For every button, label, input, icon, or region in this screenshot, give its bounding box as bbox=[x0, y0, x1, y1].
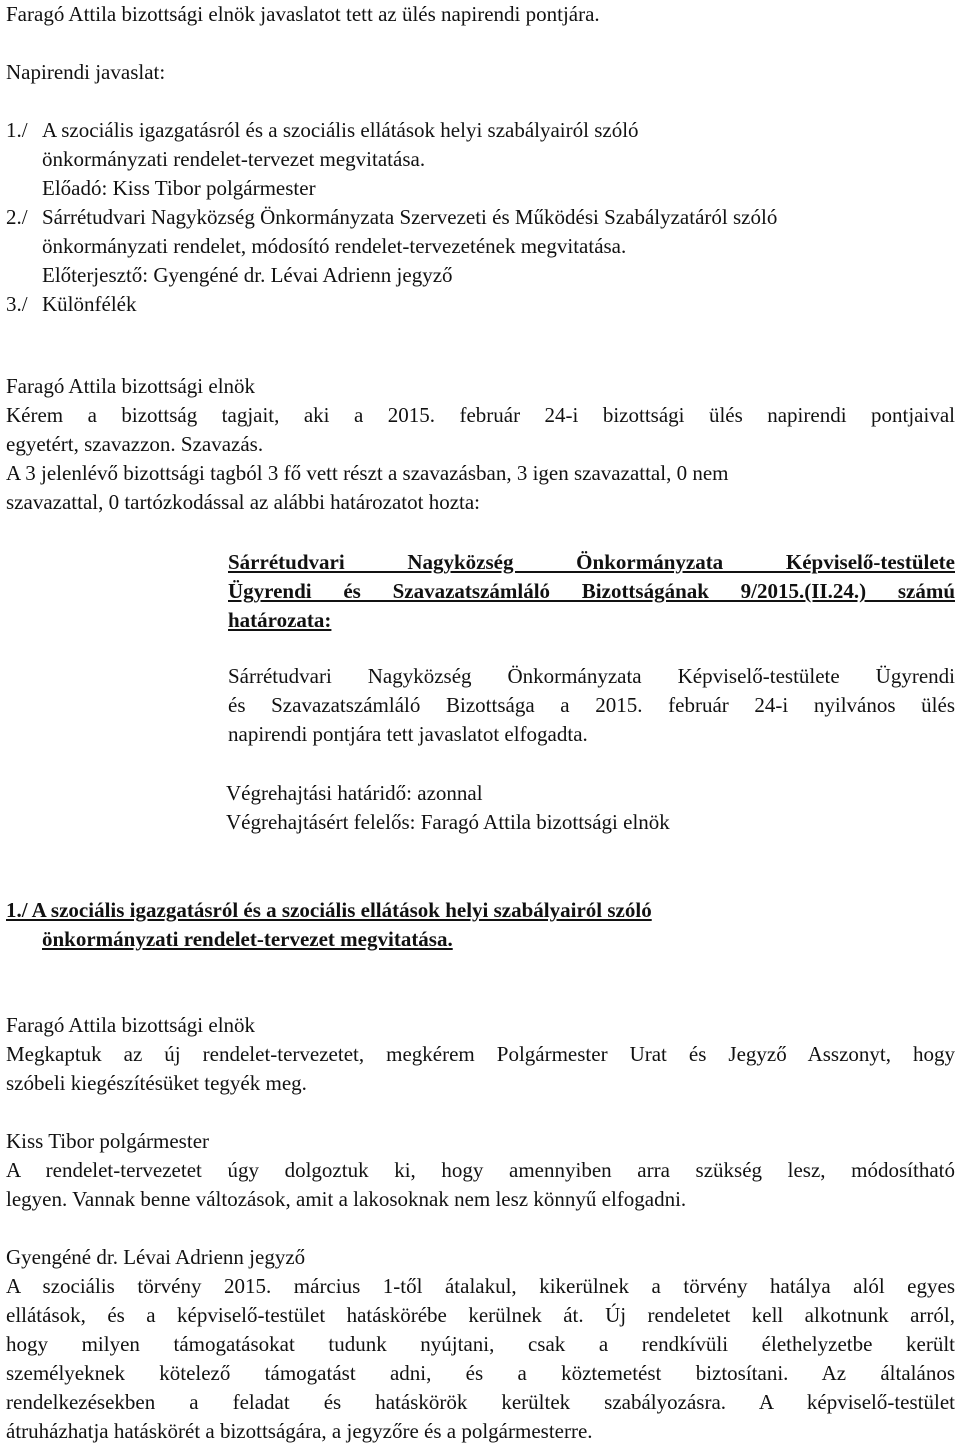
chair-text-line-1: Kérem a bizottság tagjait, aki a 2015. február 24-i bizottsági ülés napirendi pontjaival bbox=[6, 403, 955, 427]
section1-title-line-1: 1./ A szociális igazgatásról és a szociális ellátások helyi szabályairól szóló bbox=[6, 898, 652, 922]
agenda-item-2-number: 2./ bbox=[6, 205, 28, 229]
agenda-heading: Napirendi javaslat: bbox=[6, 60, 166, 84]
agenda-item-1-presenter: Előadó: Kiss Tibor polgármester bbox=[42, 176, 316, 200]
agenda-item-2-line-2: önkormányzati rendelet, módosító rendelet-tervezetének megvitatása. bbox=[42, 234, 627, 258]
discussion-3-speaker: Gyengéné dr. Lévai Adrienn jegyző bbox=[6, 1245, 306, 1269]
resolution-title-line-1: Sárrétudvari Nagyközség Önkormányzata Képviselő-testülete bbox=[228, 550, 955, 574]
discussion-2-line-1: A rendelet-tervezetet úgy dolgoztuk ki, hogy amennyiben arra szükség lesz, módosítható bbox=[6, 1158, 955, 1182]
discussion-1-line-2: szóbeli kiegészítésüket tegyék meg. bbox=[6, 1071, 307, 1095]
discussion-3-line-4: személyeknek kötelező támogatást adni, és a köztemetést biztosítani. Az általános bbox=[6, 1361, 955, 1385]
resolution-deadline: Végrehajtási határidő: azonnal bbox=[226, 781, 483, 805]
chair-speaker: Faragó Attila bizottsági elnök bbox=[6, 374, 256, 398]
chair-text-line-2: egyetért, szavazzon. Szavazás. bbox=[6, 432, 264, 456]
agenda-item-1-line-2: önkormányzati rendelet-tervezet megvitatása. bbox=[42, 147, 426, 171]
resolution-title-line-3: határozata: bbox=[228, 608, 332, 632]
agenda-item-3-line-1: Különfélék bbox=[42, 292, 137, 316]
resolution-body-line-1: Sárrétudvari Nagyközség Önkormányzata Képviselő-testülete Ügyrendi bbox=[228, 664, 955, 688]
agenda-item-2-presenter: Előterjesztő: Gyengéné dr. Lévai Adrienn jegyző bbox=[42, 263, 453, 287]
discussion-1-line-1: Megkaptuk az új rendelet-tervezetet, megkérem Polgármester Urat és Jegyző Asszonyt, hogy bbox=[6, 1042, 955, 1066]
resolution-responsible: Végrehajtásért felelős: Faragó Attila bizottsági elnök bbox=[226, 810, 670, 834]
discussion-3-line-3: hogy milyen támogatásokat tudunk nyújtani, csak a rendkívüli élethelyzetbe került bbox=[6, 1332, 955, 1356]
discussion-1-speaker: Faragó Attila bizottsági elnök bbox=[6, 1013, 256, 1037]
agenda-item-3-number: 3./ bbox=[6, 292, 28, 316]
intro-text: Faragó Attila bizottsági elnök javaslatot tett az ülés napirendi pontjára. bbox=[6, 2, 600, 26]
agenda-item-2-line-1: Sárrétudvari Nagyközség Önkormányzata Szervezeti és Működési Szabályzatáról szóló bbox=[42, 205, 778, 229]
vote-text-line-2: szavazattal, 0 tartózkodással az alábbi határozatot hozta: bbox=[6, 490, 481, 514]
discussion-3-line-6: átruházhatja hatáskörét a bizottságára, a jegyzőre és a polgármesterre. bbox=[6, 1419, 593, 1443]
resolution-title-line-2: Ügyrendi és Szavazatszámláló Bizottságának 9/2015.(II.24.) számú bbox=[228, 579, 955, 603]
discussion-2-line-2: legyen. Vannak benne változások, amit a lakosoknak nem lesz könnyű elfogadni. bbox=[6, 1187, 687, 1211]
agenda-item-1-line-1: A szociális igazgatásról és a szociális ellátások helyi szabályairól szóló bbox=[42, 118, 639, 142]
section1-title-line-2: önkormányzati rendelet-tervezet megvitatása. bbox=[42, 927, 453, 951]
discussion-3-line-2: ellátások, és a képviselő-testület hatáskörébe kerülnek át. Új rendeletet kell alkotnunk arról, bbox=[6, 1303, 955, 1327]
agenda-item-1-number: 1./ bbox=[6, 118, 28, 142]
resolution-body-line-3: napirendi pontjára tett javaslatot elfogadta. bbox=[228, 722, 588, 746]
vote-text-line-1: A 3 jelenlévő bizottsági tagból 3 fő vett részt a szavazásban, 3 igen szavazattal, 0 nem bbox=[6, 461, 729, 485]
discussion-3-line-1: A szociális törvény 2015. március 1-től átalakul, kikerülnek a törvény hatálya alól egyes bbox=[6, 1274, 955, 1298]
discussion-3-line-5: rendelkezésekben a feladat és hatáskörök kerültek szabályozásra. A képviselő-testület bbox=[6, 1390, 955, 1414]
discussion-2-speaker: Kiss Tibor polgármester bbox=[6, 1129, 210, 1153]
resolution-body-line-2: és Szavazatszámláló Bizottsága a 2015. február 24-i nyilvános ülés bbox=[228, 693, 955, 717]
